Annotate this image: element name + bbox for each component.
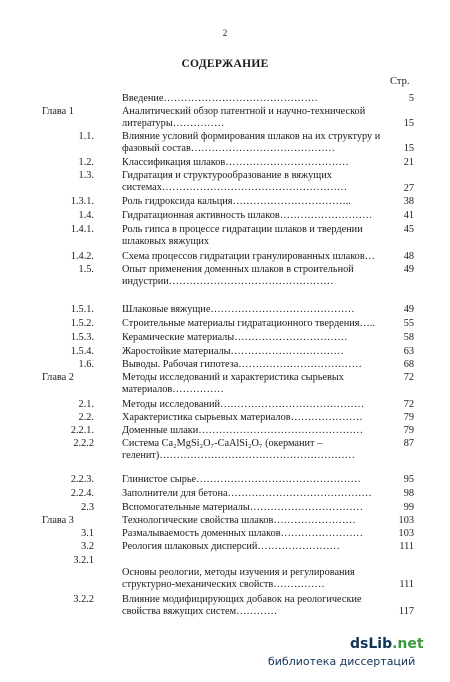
watermark-logo-main: dsLib — [350, 636, 393, 652]
toc-text: Реология шлаковых дисперсий…………………… — [122, 541, 340, 552]
toc-page: 63 — [403, 346, 414, 357]
toc-label: Глава 1 — [42, 106, 74, 117]
toc-page: 15 — [403, 143, 414, 154]
toc-text: Основы реологии, методы изучения и регулирования структурно-механических свойств…………… — [122, 567, 355, 591]
page-title: СОДЕРЖАНИЕ — [181, 58, 269, 70]
toc-page: 5 — [408, 93, 414, 104]
toc-page: 38 — [403, 196, 414, 207]
toc-label: 1.2. — [78, 157, 94, 168]
toc-label: 1.5.2. — [70, 318, 94, 329]
toc-page: 15 — [403, 118, 414, 129]
toc-label: 3.2.2 — [73, 594, 94, 605]
toc-label: 1.1. — [78, 131, 94, 142]
toc-text: Влияние модифицирующих добавок на реологические свойства вяжущих систем………… — [122, 594, 362, 618]
toc-page: 41 — [403, 210, 414, 221]
toc-label: Глава 3 — [42, 515, 74, 526]
toc-label: 1.5.3. — [70, 332, 94, 343]
toc-text: Размалываемость доменных шлаков…………………… — [122, 528, 363, 539]
toc-text: Схема процессов гидратации гранулированных шлаков… — [122, 251, 375, 262]
toc-label: 2.1. — [78, 399, 94, 410]
toc-page: 45 — [403, 224, 414, 235]
toc-text: Технологические свойства шлаков…………………… — [122, 515, 356, 526]
toc-label: 1.4.1. — [70, 224, 94, 235]
toc-text: Методы исследований…………………………………… — [122, 399, 365, 410]
toc-label: 2.3 — [81, 502, 94, 513]
toc-page: 111 — [399, 541, 414, 552]
page-column-header: Стр. — [390, 76, 410, 87]
toc-page: 48 — [403, 251, 414, 262]
toc-text: Шлаковые вяжущие…………………………………… — [122, 304, 355, 315]
watermark-subtitle: библиотека диссертаций — [268, 655, 416, 668]
toc-page: 98 — [403, 488, 414, 499]
toc-text: Опыт применения доменных шлаков в строительной индустрии………………………………………… — [122, 264, 354, 288]
toc-page: 72 — [403, 399, 414, 410]
toc-label: 1.6. — [78, 359, 94, 370]
toc-text: Влияние условий формирования шлаков на их структуру и фазовый состав…………………………………… — [122, 131, 381, 155]
toc-text: Керамические материалы…………………………… — [122, 332, 348, 343]
toc-label: 1.3. — [78, 170, 94, 181]
toc-label: 3.1 — [81, 528, 94, 539]
toc-text: Заполнители для бетона…………………………………… — [122, 488, 372, 499]
toc-text: Роль гидроксида кальция…………………………….. — [122, 196, 351, 207]
toc-text: Система Ca₂MgSi₂O₇-CaAlSi₂O₇ (окерманит – геленит)………………………………………………… — [122, 438, 355, 462]
toc-label: Глава 2 — [42, 372, 74, 383]
toc-label: 3.2.1 — [73, 555, 94, 566]
toc-page: 68 — [403, 359, 414, 370]
toc-label: 1.4.2. — [70, 251, 94, 262]
toc-text: Строительные материалы гидратационного твердения….. — [122, 318, 375, 329]
toc-label: 2.2.2 — [73, 438, 94, 449]
toc-page: 79 — [403, 412, 414, 423]
toc-text: Выводы. Рабочая гипотеза……………………………… — [122, 359, 362, 370]
toc-text: Доменные шлаки………………………………………… — [122, 425, 364, 436]
toc-text: Методы исследований и характеристика сырьевых материалов…………… — [122, 372, 344, 396]
toc-page: 87 — [403, 438, 414, 449]
toc-text: Глинистое сырье………………………………………… — [122, 474, 361, 485]
toc-text: Роль гипса в процессе гидратации шлаков и твердении шлаковых вяжущих — [122, 224, 363, 248]
toc-page: 103 — [398, 515, 414, 526]
toc-page: 111 — [399, 579, 414, 590]
toc-label: 1.5.4. — [70, 346, 94, 357]
toc-label: 2.2.1. — [70, 425, 94, 436]
toc-page: 49 — [403, 304, 414, 315]
watermark-logo-tld: .net — [392, 636, 424, 652]
toc-label: 3.2 — [81, 541, 94, 552]
toc-page: 117 — [398, 606, 414, 617]
page-number: 2 — [222, 28, 228, 38]
toc-page: 55 — [403, 318, 414, 329]
toc-page: 79 — [403, 425, 414, 436]
toc-page: 103 — [398, 528, 414, 539]
toc-label: 1.3.1. — [70, 196, 94, 207]
toc-text: Гидратационная активность шлаков……………………… — [122, 210, 373, 221]
toc-label: 2.2.4. — [70, 488, 94, 499]
toc-page: 99 — [403, 502, 414, 513]
toc-page: 21 — [403, 157, 414, 168]
toc-label: 1.5. — [78, 264, 94, 275]
toc-label: 2.2.3. — [70, 474, 94, 485]
toc-page: 58 — [403, 332, 414, 343]
toc-text: Жаростойкие материалы…………………………… — [122, 346, 344, 357]
toc-text: Введение……………………………………… — [122, 93, 318, 104]
watermark-logo[interactable] — [350, 636, 424, 652]
toc-page: 49 — [403, 264, 414, 275]
toc-text: Аналитический обзор патентной и научно-технической литературы…………… — [122, 106, 366, 130]
toc-page: 95 — [403, 474, 414, 485]
toc-text: Гидратация и структурообразование в вяжущих системах……………………………………………… — [122, 170, 348, 194]
toc-text: Классификация шлаков……………………………… — [122, 157, 349, 168]
toc-label: 1.4. — [78, 210, 94, 221]
toc-text: Вспомогательные материалы…………………………… — [122, 502, 364, 513]
toc-text: Характеристика сырьевых материалов………………… — [122, 412, 363, 423]
toc-page: 72 — [403, 372, 414, 383]
toc-page: 27 — [403, 183, 414, 194]
toc-label: 1.5.1. — [70, 304, 94, 315]
toc-label: 2.2. — [78, 412, 94, 423]
